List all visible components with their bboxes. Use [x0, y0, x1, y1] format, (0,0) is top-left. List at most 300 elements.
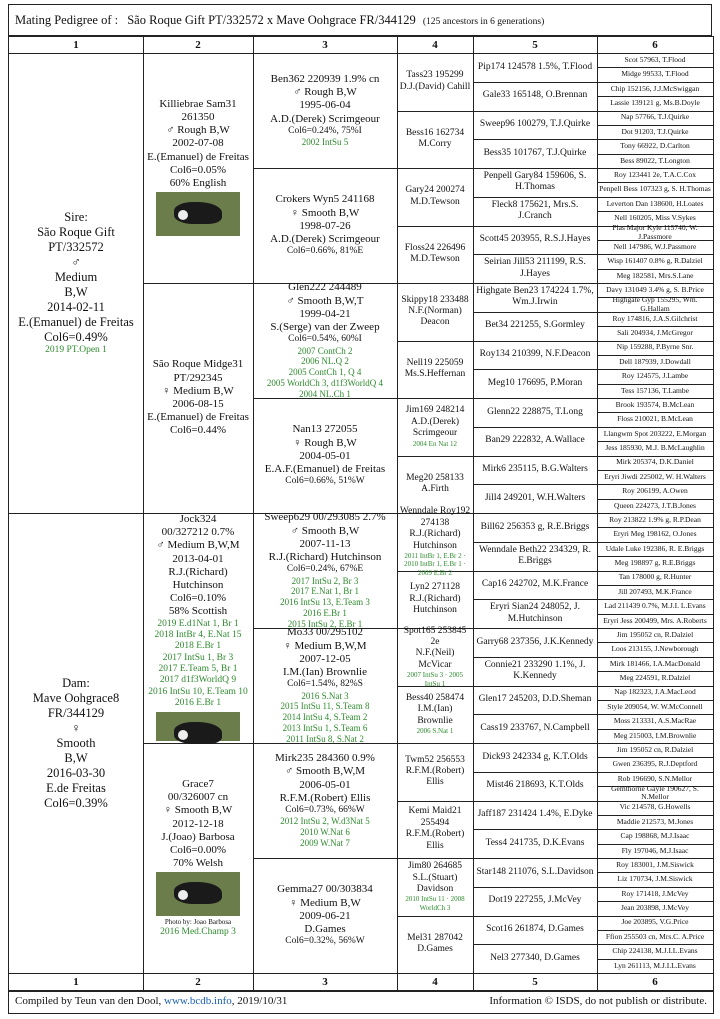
- gen6-entry: Roy 171418, J.McVey: [621, 888, 689, 898]
- gen6-entry: Chip 152156, J.J.McSwiggan: [610, 83, 700, 93]
- gen5-entry: Scott45 203955, R.S.J.Hayes: [479, 234, 591, 245]
- gen3-award: 2002 IntSu 5: [301, 137, 349, 148]
- dam-reg: FR/344129: [47, 705, 105, 720]
- gen3-breeder: I.M.(Ian) Brownlie: [282, 666, 367, 678]
- gen6-cell: [597, 527, 713, 541]
- column-number-top: 4: [432, 39, 438, 51]
- gen6-entry: Midge 99533, T.Flood: [621, 69, 689, 79]
- gen6-cell: [597, 67, 713, 81]
- gen6-entry: Gwen 236395, R.J.Deptford: [612, 759, 698, 769]
- title-note: (125 ancestors in 6 generations): [422, 17, 545, 27]
- gen6-cell: [597, 168, 713, 182]
- gen6-entry: Plas Major Kyle 115740, W. J.Passmore: [612, 223, 698, 241]
- footer-link[interactable]: www.bcdb.info: [164, 995, 232, 1007]
- gen3-name: Nan13 272055: [292, 423, 358, 436]
- gen6-cell: [597, 369, 713, 383]
- gen6-entry: Vic 214578, G.Howells: [619, 802, 691, 812]
- gen6-cell: [597, 154, 713, 168]
- gen2-award: 2016 E.Br 1: [174, 698, 222, 709]
- gen5-entry: Fleck8 175621, Mrs.S. J.Cranch: [491, 199, 579, 222]
- gen6-entry: Brook 193574, B.McLean: [615, 399, 695, 409]
- gen6-cell: [597, 944, 713, 958]
- gen2-name: São Roque Midge31: [152, 358, 244, 371]
- dam-role: Dam:: [62, 675, 90, 690]
- gen5-entry: Bill62 256353 g, R.E.Briggs: [480, 521, 590, 532]
- gen2-breeder: R.J.(Richard) Hutchinson: [168, 565, 228, 591]
- gen6-entry: Nip 159288, P.Byrne Snr.: [616, 342, 694, 352]
- gen6-entry: Bess 89022, T.Longton: [620, 155, 690, 165]
- gen6-entry: Lyn 261113, M.J.I.L.Evans: [614, 960, 696, 970]
- gen2-coi: Col6=0.05%: [169, 163, 226, 176]
- gen6-cell: [597, 139, 713, 153]
- gen2-sex: ♂ Medium B,W,M: [156, 539, 240, 552]
- gen3-award: 2004 NL.Ch 1: [299, 388, 351, 399]
- gen6-entry: Maddie 212573, M.Jones: [616, 816, 694, 826]
- gen4-cell: [397, 111, 473, 169]
- gen4-cell: [397, 168, 473, 226]
- gen6-entry: Jean 203898, J.McVey: [621, 903, 689, 912]
- gen4-cell: [397, 53, 473, 111]
- gen5-entry: Cap16 242702, M.K.France: [481, 579, 589, 590]
- gen5-entry: Bess35 101767, T.J.Quirke: [483, 147, 587, 158]
- gen5-cell: [473, 341, 597, 370]
- gen5-cell: [473, 743, 597, 772]
- gen4-breeder: R.J.(Richard) Hutchinson: [409, 593, 461, 615]
- gen6-cell: [597, 783, 713, 802]
- gen6-entry: Scot 57963, T.Flood: [624, 54, 686, 64]
- dog-photo: [156, 872, 240, 916]
- gen5-entry: Jaff187 231424 1.4%, E.Dyke: [477, 809, 593, 820]
- gen5-cell: [473, 599, 597, 628]
- gen2-extra: 70% Welsh: [173, 857, 223, 870]
- gen4-breeder: N.F.(Norman) Deacon: [408, 306, 462, 328]
- gen6-cell: [597, 294, 713, 313]
- gen6-entry: Eryri Meg 198162, O.Jones: [613, 529, 697, 539]
- gen3-name: Mirk235 284360 0.9%: [275, 752, 375, 765]
- gen6-cell: [597, 182, 713, 196]
- gen3-award: 2005 ContCh 1, Q 4: [288, 367, 362, 378]
- gen6-cell: [597, 714, 713, 728]
- gen3-coi: Col6=0.73%, 66%W: [285, 804, 365, 815]
- gen5-entry: Nel3 277340, D.Games: [490, 952, 580, 963]
- gen4-cell: [397, 916, 473, 974]
- gen3-dob: 2007-12-05: [299, 652, 351, 665]
- gen6-cell: [597, 686, 713, 700]
- gen5-entry: Cass19 233767, N.Campbell: [480, 722, 590, 733]
- gen3-breeder: A.D.(Derek) Scrimgeour: [270, 232, 380, 245]
- gen3-dob: 1998-07-26: [299, 219, 351, 232]
- gen4-breeder: R.F.M.(Robert) Ellis: [405, 766, 465, 788]
- gen6-entry: Jess 185930, M.J. B.McLaughlin: [605, 443, 705, 452]
- gen6-entry: Roy 124575, J.Lambe: [621, 371, 689, 381]
- gen4-award: 2010 IntSu 11 · 2008 WorldCh 3: [405, 895, 465, 912]
- dog-photo: [156, 192, 240, 236]
- gen3-cell: [253, 628, 397, 743]
- gen6-entry: Dot 91203, T.J.Quirke: [621, 126, 689, 136]
- column-number-bottom: 2: [195, 976, 201, 988]
- gen6-entry: Dell 187939, J.Dowdall: [619, 356, 691, 366]
- footer-right: Information © ISDS, do not publish or distribute.: [489, 995, 707, 1007]
- gen3-award: 2016 E.Br 1: [303, 607, 347, 618]
- gen2-dob: 2013-04-01: [172, 552, 224, 565]
- gen6-cell: [597, 384, 713, 398]
- gen6-entry: Joe 203895, V.G.Price: [621, 917, 689, 927]
- gen2-dob: 2002-07-08: [172, 137, 224, 150]
- gen3-breeder: E.A.F.(Emanuel) de Freitas: [264, 462, 386, 475]
- gen4-name: Skippy18 233488: [401, 294, 469, 305]
- gen4-name: Jim80 264685: [407, 861, 463, 872]
- gen6-entry: Queen 224273, J.T.B.Jones: [614, 500, 696, 510]
- footer-left: Compiled by Teun van den Dool, www.bcdb.info, 2019/10/31: [15, 995, 288, 1007]
- footer-divider: [9, 973, 713, 974]
- gen4-name: Floss24 226496: [404, 242, 466, 253]
- column-number-bottom: 1: [73, 976, 79, 988]
- gen2-award: 2016 Med.Champ 3: [160, 926, 236, 937]
- gen4-breeder: I.M.(Ian) Brownlie: [417, 704, 453, 726]
- gen4-cell: [397, 571, 473, 629]
- gen6-cell: [597, 542, 713, 556]
- gen6-cell: [597, 125, 713, 139]
- gen3-breeder: D.Games: [304, 922, 346, 935]
- gen6-cell: [597, 729, 713, 743]
- gen5-cell: [473, 944, 597, 973]
- gen2-coi: Col6=0.10%: [169, 592, 226, 605]
- gen6-cell: [597, 671, 713, 685]
- sire-name: São Roque Gift: [37, 224, 115, 239]
- gen3-coi: Col6=0.54%, 60%I: [288, 334, 362, 345]
- gen6-cell: [597, 96, 713, 110]
- gen3-sex: ♀ Smooth B,W: [290, 206, 360, 219]
- gen2-sex: ♂ Rough B,W: [166, 124, 230, 137]
- gen3-coi: Col6=1.54%, 82%S: [287, 679, 363, 690]
- gen5-entry: Mist46 218693, K.T.Olds: [486, 780, 584, 791]
- gen6-entry: Lassie 139121 g, Ms.B.Doyle: [610, 98, 700, 107]
- gen3-award: 2014 IntSu 4, S.Team 2: [282, 712, 368, 723]
- gen5-entry: Roy134 210399, N.F.Deacon: [479, 349, 591, 360]
- gen3-cell: [253, 858, 397, 973]
- gen6-entry: Eryri Jiwdi 225002, W. H.Walters: [604, 471, 706, 481]
- gen4-name: Tass23 195299: [406, 70, 464, 81]
- gen6-entry: Highgate Gyp 155295, Wm. G.Hallam: [612, 294, 698, 313]
- gen5-cell: [473, 111, 597, 140]
- dam-dob: 2016-03-30: [46, 765, 106, 780]
- gen3-award: 2011 IntSu 8, S.Nat 2: [286, 733, 364, 744]
- gen3-dob: 2007-11-13: [299, 537, 351, 550]
- gen3-name: Crokers Wyn5 241168: [275, 193, 375, 206]
- gen5-cell: [473, 139, 597, 168]
- gen6-cell: [597, 240, 713, 254]
- gen4-cell: [397, 226, 473, 284]
- gen6-cell: [597, 398, 713, 412]
- gen3-award: 2017 E.Nat 1, Br 1: [291, 586, 359, 597]
- photo-credit: Photo by: Joao Barbosa: [164, 918, 232, 927]
- gen4-name: Spot165 253845 2e: [403, 625, 467, 647]
- gen4-breeder: R.F.M.(Robert) Ellis: [405, 829, 465, 851]
- gen2-breeder: E.(Emanuel) de Freitas: [147, 411, 249, 424]
- gen3-dob: 1999-04-21: [299, 307, 351, 320]
- gen3-cell: [253, 168, 397, 283]
- gen5-cell: [473, 82, 597, 111]
- gen3-sex: ♂ Smooth B,W,T: [286, 294, 364, 307]
- gen4-cell: [397, 858, 473, 916]
- gen5-cell: [473, 197, 597, 226]
- gen2-breeder: E.(Emanuel) de Freitas: [147, 150, 249, 163]
- pedigree-grid: [8, 36, 714, 992]
- gen4-breeder: M.D.Tewson: [410, 254, 460, 265]
- gen2-award: 2017 d1f3WorldQ 9: [159, 675, 237, 686]
- gen3-dob: 2006-05-01: [299, 778, 351, 791]
- gen6-entry: Meg 182581, Mrs.S.Lane: [616, 270, 694, 280]
- gen6-entry: Moss 213331, A.S.MacRae: [613, 716, 697, 726]
- gen6-cell: [597, 844, 713, 858]
- gen6-entry: Roy 123441 2e, T.A.C.Cox: [613, 169, 697, 179]
- gen2-reg: 261350: [181, 111, 215, 124]
- gen6-cell: [597, 628, 713, 642]
- sire-color: B,W: [64, 284, 88, 299]
- gen5-entry: Eryri Sian24 248052, J. M.Hutchinson: [490, 602, 580, 624]
- gen3-award: 2016 S.Nat 3: [301, 690, 349, 701]
- gen6-cell: [597, 513, 713, 527]
- gen4-breeder: Ms.S.Heffernan: [404, 369, 466, 380]
- gen6-cell: [597, 82, 713, 96]
- gen2-dob: 2006-08-15: [172, 398, 224, 410]
- gen6-cell: [597, 341, 713, 355]
- gen2-name: Killiebrae Sam31: [159, 97, 237, 110]
- gen2-extra: 60% English: [169, 176, 227, 189]
- gen5-cell: [473, 628, 597, 657]
- gen3-dob: 1995-06-04: [299, 99, 351, 112]
- gen3-award: 2012 IntSu 2, W.d3Nat 5: [280, 816, 370, 827]
- gen2-cell: [143, 53, 253, 283]
- gen6-cell: [597, 599, 713, 613]
- footer: [8, 990, 714, 1014]
- gen6-cell: [597, 312, 713, 326]
- gen6-cell: [597, 223, 713, 241]
- gen6-cell: [597, 427, 713, 441]
- gen3-cell: [253, 513, 397, 628]
- gen6-cell: [597, 614, 713, 628]
- gen5-cell: [473, 686, 597, 715]
- gen6-entry: Jill 207493, M.K.France: [618, 586, 692, 596]
- gen6-cell: [597, 197, 713, 211]
- gen2-award: 2018 IntBr 4, E.Nat 15: [154, 629, 242, 640]
- gen4-breeder: D.J.(David) Cahill: [399, 81, 471, 92]
- gen6-cell: [597, 916, 713, 930]
- gen3-coi: Col6=0.66%, 51%W: [285, 476, 365, 487]
- gen4-cell: [397, 625, 473, 688]
- gen5-cell: [473, 772, 597, 801]
- column-number-top: 1: [73, 39, 79, 51]
- gen6-entry: Fly 197046, M.J.Isaac: [621, 845, 689, 855]
- sire-award: 2019 PT.Open 1: [45, 344, 107, 355]
- gen6-entry: Eryri Jess 200499, Mrs. A.Roberts: [603, 615, 707, 625]
- gen3-award: 2015 IntSu 11, S.Team 8: [280, 701, 370, 712]
- gen4-breeder: M.D.Tewson: [410, 196, 460, 207]
- gen5-entry: Jill4 249201, W.H.Walters: [484, 492, 586, 503]
- gen3-award: 2005 WorldCh 3, d1f3WorldQ 4: [266, 377, 384, 388]
- gen3-name: Glen222 244489: [288, 281, 362, 294]
- column-number-bottom: 4: [432, 976, 438, 988]
- sire-reg: PT/332572: [48, 239, 104, 254]
- gen5-entry: Dick93 242334 g, K.T.Olds: [482, 751, 588, 762]
- gen4-award: 2011 IntBr 1, E.Br 2 · 2010 IntBr 1, E.Br 1 · 2009 E.Br 2: [404, 551, 466, 577]
- gen5-cell: [473, 168, 597, 197]
- gen4-name: Bess16 162734: [405, 127, 465, 138]
- gen5-cell: [473, 657, 597, 686]
- gen4-breeder: S.L.(Stuart) Davidson: [412, 872, 458, 895]
- gen4-breeder: M.Corry: [418, 139, 452, 150]
- gen5-entry: Glenn22 228875, T.Long: [487, 406, 583, 417]
- gen6-cell: [597, 858, 713, 872]
- gen6-entry: Roy 183001, J.M.Siswick: [616, 859, 694, 869]
- gen6-cell: [597, 355, 713, 369]
- gen5-cell: [473, 456, 597, 485]
- gen6-entry: Udale Luke 192386, R. E.Briggs: [605, 543, 705, 553]
- gen5-entry: Mirk6 235115, B.G.Walters: [482, 464, 588, 475]
- gen4-cell: [397, 283, 473, 341]
- gen5-entry: Wenndale Beth22 234329, R. E.Briggs: [479, 544, 591, 567]
- gen4-cell: [397, 743, 473, 801]
- gen6-entry: Loos 213155, J.Newborough: [611, 644, 699, 654]
- gen4-cell: [397, 801, 473, 859]
- column-number-top: 3: [322, 39, 328, 51]
- gen2-reg: 00/326007 cn: [167, 791, 229, 804]
- gen5-cell: [473, 887, 597, 916]
- gen2-award: 2018 E.Br 1: [174, 641, 222, 652]
- gen6-entry: Penpell Bess 107323 g, S. H.Thomas: [599, 184, 711, 194]
- gen5-cell: [473, 542, 597, 571]
- gen6-entry: Jim 195052 cn, R.Dalziel: [616, 629, 694, 639]
- gen6-entry: Roy 206199, A.Owen: [622, 486, 688, 496]
- dam-breeder: E.de Freitas: [46, 780, 106, 795]
- dam-coat: Smooth: [56, 735, 96, 750]
- gen6-entry: Nap 57766, T.J.Quirke: [620, 112, 690, 122]
- sire-role: Sire:: [64, 209, 88, 224]
- pedigree-title: [8, 4, 712, 36]
- gen4-name: Jim169 248214: [405, 405, 465, 416]
- gen4-name: Mel31 287042: [407, 932, 463, 943]
- gen6-entry: Nell 147986, W.J.Passmore: [613, 241, 697, 251]
- gen3-award: 2009 W.Nat 7: [300, 837, 350, 848]
- gen6-entry: Meg 215003, I.M.Brownlie: [613, 730, 697, 740]
- gen4-breeder: N.F.(Neil) McVicar: [415, 648, 455, 670]
- gen6-cell: [597, 872, 713, 886]
- dam-cell: [9, 513, 143, 973]
- gen2-award: 2019 E.d1Nat 1, Br 1: [157, 618, 239, 629]
- gen4-cell: [397, 341, 473, 399]
- gen6-cell: [597, 326, 713, 340]
- gen6-cell: [597, 959, 713, 973]
- gen6-cell: [597, 700, 713, 714]
- gen6-entry: Mirk 205374, D.K.Daniel: [616, 457, 694, 467]
- gen5-cell: [473, 283, 597, 312]
- gen5-cell: [473, 829, 597, 858]
- dam-color: B,W: [64, 750, 88, 765]
- gen4-award: 2004 En Nat 12: [412, 439, 458, 448]
- column-number-bottom: 3: [322, 976, 328, 988]
- gen6-entry: Tan 178000 g, R.Hunter: [618, 572, 692, 582]
- gen3-sex: ♂ Smooth B,W: [290, 524, 360, 537]
- gen4-name: Lyn2 271128: [409, 582, 461, 593]
- gen2-reg: 00/327212 0.7%: [161, 526, 235, 539]
- gen5-entry: Meg10 176695, P.Moran: [487, 377, 583, 388]
- gen2-extra: 58% Scottish: [168, 605, 228, 618]
- gen3-dob: 2004-05-01: [299, 449, 351, 462]
- gen5-cell: [473, 801, 597, 830]
- gen5-entry: Highgate Ben23 174224 1.7%, Wm.J.Irwin: [476, 285, 594, 308]
- gen5-entry: Penpell Gary84 159606, S. H.Thomas: [483, 170, 587, 193]
- gen5-cell: [473, 513, 597, 542]
- gen3-award: 2017 IntSu 2, Br 3: [291, 575, 359, 586]
- gen6-entry: Mirk 181466, I.A.MacDonald: [609, 658, 701, 668]
- gen5-entry: Scot16 261874, D.Games: [486, 924, 584, 935]
- gen3-name: Mo33 00/295102: [286, 626, 364, 639]
- gen4-breeder: R.J.(Richard) Hutchinson: [409, 529, 461, 551]
- gen5-cell: [473, 427, 597, 456]
- gen5-cell: [473, 398, 597, 427]
- gen6-entry: Gemthorne Gayle 190627, S. N.Mellor: [611, 783, 699, 802]
- gen6-cell: [597, 556, 713, 570]
- gen5-cell: [473, 254, 597, 283]
- gen3-sex: ♂ Smooth B,W,M: [285, 765, 365, 778]
- gen5-entry: Pip174 124578 1.5%, T.Flood: [477, 61, 593, 72]
- gen6-entry: Nell 160205, Miss V.Sykes: [614, 213, 696, 222]
- gen6-entry: Roy 174816, J.A.S.Gilchrist: [612, 313, 698, 323]
- gen2-coi: Col6=0.44%: [169, 424, 226, 437]
- gen6-entry: Roy 213822 1.9% g, R.P.Dean: [609, 514, 701, 524]
- gen5-cell: [473, 312, 597, 341]
- gen6-cell: [597, 585, 713, 599]
- dog-white-marking: [178, 730, 188, 740]
- gen6-cell: [597, 269, 713, 283]
- gen6-cell: [597, 930, 713, 944]
- gen3-dob: 2009-06-21: [299, 909, 351, 922]
- gen3-cell: [253, 743, 397, 858]
- gen3-sex: ♀ Medium B,W,M: [283, 639, 367, 652]
- gen3-coi: Col6=0.66%, 81%E: [286, 246, 364, 257]
- gen6-entry: Rob 196690, S.N.Mellor: [617, 773, 693, 783]
- gen5-cell: [473, 226, 597, 255]
- gen5-entry: Bet34 221255, S.Gormley: [485, 320, 585, 331]
- gen3-coi: Col6=0.24%, 75%I: [288, 125, 362, 136]
- gen4-cell: [397, 398, 473, 456]
- gen5-entry: Seirian Jill53 211199, R.S. J.Hayes: [484, 257, 586, 279]
- gen6-cell: [597, 53, 713, 67]
- gen4-breeder: A.D.(Derek) Scrimgeour: [410, 416, 459, 439]
- gen6-cell: [597, 441, 713, 455]
- gen3-name: Gemma27 00/303834: [277, 883, 373, 896]
- gen4-cell: [397, 686, 473, 744]
- gen4-name: Nell19 225059: [406, 357, 464, 368]
- column-number-bottom: 5: [532, 976, 538, 988]
- gen3-coi: Col6=0.32%, 56%W: [285, 936, 365, 947]
- gen2-cell: [143, 743, 253, 973]
- gen4-name: Bess40 258474: [405, 692, 465, 703]
- gen3-award: 2006 NL.Q 2: [301, 356, 349, 367]
- gen6-entry: Chip 224138, M.J.I.L.Evans: [612, 946, 698, 956]
- gen3-name: Sweep629 00/293085 2.7%: [264, 511, 386, 524]
- gen3-breeder: R.F.M.(Robert) Ellis: [279, 791, 371, 804]
- gen4-cell: [397, 456, 473, 514]
- gen5-cell: [473, 916, 597, 945]
- sire-sex: ♂: [71, 254, 81, 269]
- gen4-name: Gary24 200274: [405, 185, 465, 196]
- gen5-cell: [473, 484, 597, 513]
- gen2-award: 2017 IntSu 1, Br 3: [162, 652, 234, 663]
- dog-photo: [156, 712, 240, 741]
- gen4-cell: [397, 506, 473, 577]
- gen4-name: Wenndale Roy192 274138: [399, 506, 471, 528]
